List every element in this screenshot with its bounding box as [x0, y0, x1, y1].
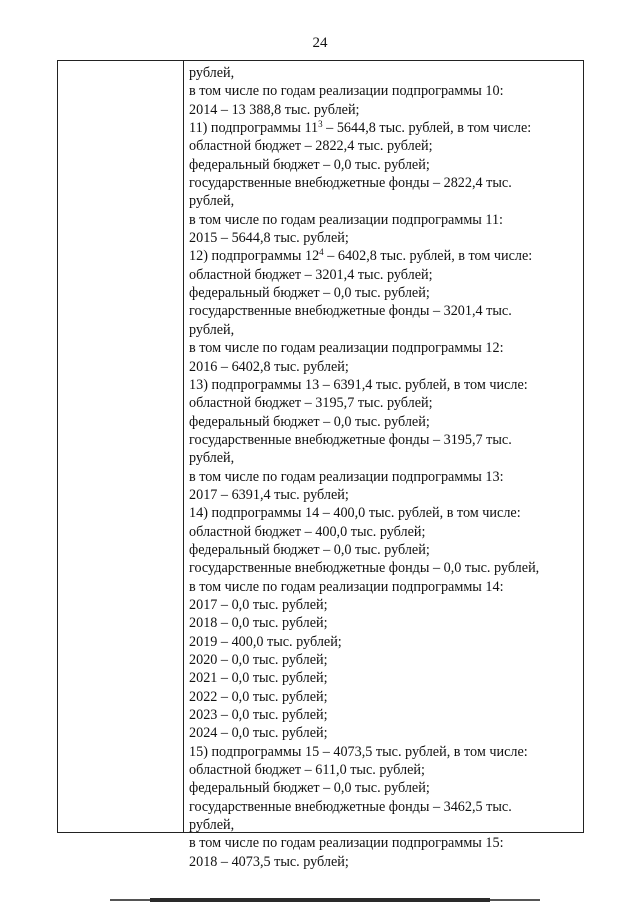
text-line	[189, 247, 581, 265]
text-line	[189, 211, 581, 229]
line-text: 2023 – 0,0 тыс. рублей;	[189, 707, 328, 724]
text-line	[189, 302, 581, 320]
text-line	[189, 82, 581, 100]
text-line	[189, 614, 581, 632]
text-line	[189, 743, 581, 761]
footnote-marker: 3	[318, 119, 323, 130]
line-text: федеральный бюджет – 0,0 тыс. рублей;	[189, 541, 430, 558]
text-line	[189, 798, 581, 816]
footnote-marker: 4	[319, 247, 324, 258]
text-line	[189, 64, 581, 82]
line-text-continued: – 5644,8 тыс. рублей, в том числе:	[322, 120, 532, 137]
line-text: 2015 – 5644,8 тыс. рублей;	[189, 230, 349, 247]
text-line	[189, 724, 581, 742]
text-line	[189, 376, 581, 394]
text-line	[189, 596, 581, 614]
line-text: федеральный бюджет – 0,0 тыс. рублей;	[189, 156, 430, 173]
text-line	[189, 394, 581, 412]
text-line	[189, 523, 581, 541]
text-line	[189, 688, 581, 706]
text-line	[189, 669, 581, 687]
text-line	[189, 779, 581, 797]
funding-details-cell	[189, 64, 581, 871]
line-text: государственные внебюджетные фонды – 0,0 тыс. рублей,	[189, 560, 540, 577]
line-text: 11) подпрограммы 11	[189, 120, 319, 137]
text-line	[189, 321, 581, 339]
line-text: 2021 – 0,0 тыс. рублей;	[189, 670, 328, 687]
text-line	[189, 468, 581, 486]
text-line	[189, 651, 581, 669]
text-line	[189, 137, 581, 155]
text-line	[189, 541, 581, 559]
text-line	[189, 284, 581, 302]
text-line	[189, 816, 581, 834]
text-line	[189, 101, 581, 119]
text-line	[189, 853, 581, 871]
column-divider	[183, 61, 184, 832]
line-text-continued: – 6402,8 тыс. рублей, в том числе:	[323, 248, 533, 265]
text-line	[189, 266, 581, 284]
line-text: федеральный бюджет – 0,0 тыс. рублей;	[189, 780, 430, 797]
line-text: рублей,	[189, 321, 235, 338]
line-text: в том числе по годам реализации подпрограммы 14:	[189, 578, 504, 595]
funding-table	[57, 60, 584, 870]
line-text: 2018 – 0,0 тыс. рублей;	[189, 615, 328, 632]
line-text: областной бюджет – 611,0 тыс. рублей;	[189, 762, 425, 779]
text-line	[189, 229, 581, 247]
text-line	[189, 761, 581, 779]
line-text: государственные внебюджетные фонды – 3195,7 тыс.	[189, 431, 512, 448]
text-line	[189, 156, 581, 174]
line-text: 15) подпрограммы 15 – 4073,5 тыс. рублей, в том числе:	[189, 743, 528, 760]
line-text: в том числе по годам реализации подпрограммы 13:	[189, 468, 504, 485]
line-text: в том числе по годам реализации подпрограммы 12:	[189, 340, 504, 357]
text-line	[189, 578, 581, 596]
line-text: 2014 – 13 388,8 тыс. рублей;	[189, 101, 360, 118]
scan-edge-mark	[150, 898, 490, 902]
line-text: 2017 – 6391,4 тыс. рублей;	[189, 486, 349, 503]
text-line	[189, 358, 581, 376]
line-text: областной бюджет – 3201,4 тыс. рублей;	[189, 266, 433, 283]
text-line	[189, 559, 581, 577]
line-text: государственные внебюджетные фонды – 3462,5 тыс.	[189, 798, 512, 815]
text-line	[189, 449, 581, 467]
line-text: 2019 – 400,0 тыс. рублей;	[189, 633, 342, 650]
text-line	[189, 431, 581, 449]
text-line	[189, 504, 581, 522]
line-text: 2018 – 4073,5 тыс. рублей;	[189, 853, 349, 870]
line-text: 2022 – 0,0 тыс. рублей;	[189, 688, 328, 705]
text-line	[189, 119, 581, 137]
line-text: 2020 – 0,0 тыс. рублей;	[189, 652, 328, 668]
text-line	[189, 486, 581, 504]
line-text: 2017 – 0,0 тыс. рублей;	[189, 596, 328, 613]
line-text: рублей,	[189, 65, 235, 81]
line-text: 13) подпрограммы 13 – 6391,4 тыс. рублей, в том числе:	[189, 376, 528, 393]
text-line	[189, 339, 581, 357]
text-line	[189, 706, 581, 724]
line-text: областной бюджет – 2822,4 тыс. рублей;	[189, 138, 433, 155]
line-text: 12) подпрограммы 12	[189, 248, 320, 265]
page-number: 24	[312, 35, 328, 51]
line-text: в том числе по годам реализации подпрограммы 10:	[189, 83, 504, 100]
line-text: федеральный бюджет – 0,0 тыс. рублей;	[189, 285, 430, 302]
line-text: рублей,	[189, 450, 235, 467]
line-text: 14) подпрограммы 14 – 400,0 тыс. рублей, в том числе:	[189, 505, 521, 522]
line-text: государственные внебюджетные фонды – 2822,4 тыс.	[189, 175, 512, 192]
line-text: 2024 – 0,0 тыс. рублей;	[189, 725, 328, 742]
text-line	[189, 633, 581, 651]
text-line	[189, 192, 581, 210]
line-text: областной бюджет – 3195,7 тыс. рублей;	[189, 395, 433, 412]
line-text: государственные внебюджетные фонды – 3201,4 тыс.	[189, 303, 512, 320]
line-text: в том числе по годам реализации подпрограммы 11:	[189, 211, 503, 228]
text-line	[189, 834, 581, 852]
text-line	[189, 174, 581, 192]
line-text: областной бюджет – 400,0 тыс. рублей;	[189, 523, 426, 540]
line-text: рублей,	[189, 193, 235, 210]
text-line	[189, 413, 581, 431]
line-text: в том числе по годам реализации подпрограммы 15:	[189, 835, 504, 852]
line-text: 2016 – 6402,8 тыс. рублей;	[189, 358, 349, 375]
line-text: федеральный бюджет – 0,0 тыс. рублей;	[189, 413, 430, 430]
line-text: рублей,	[189, 817, 235, 834]
